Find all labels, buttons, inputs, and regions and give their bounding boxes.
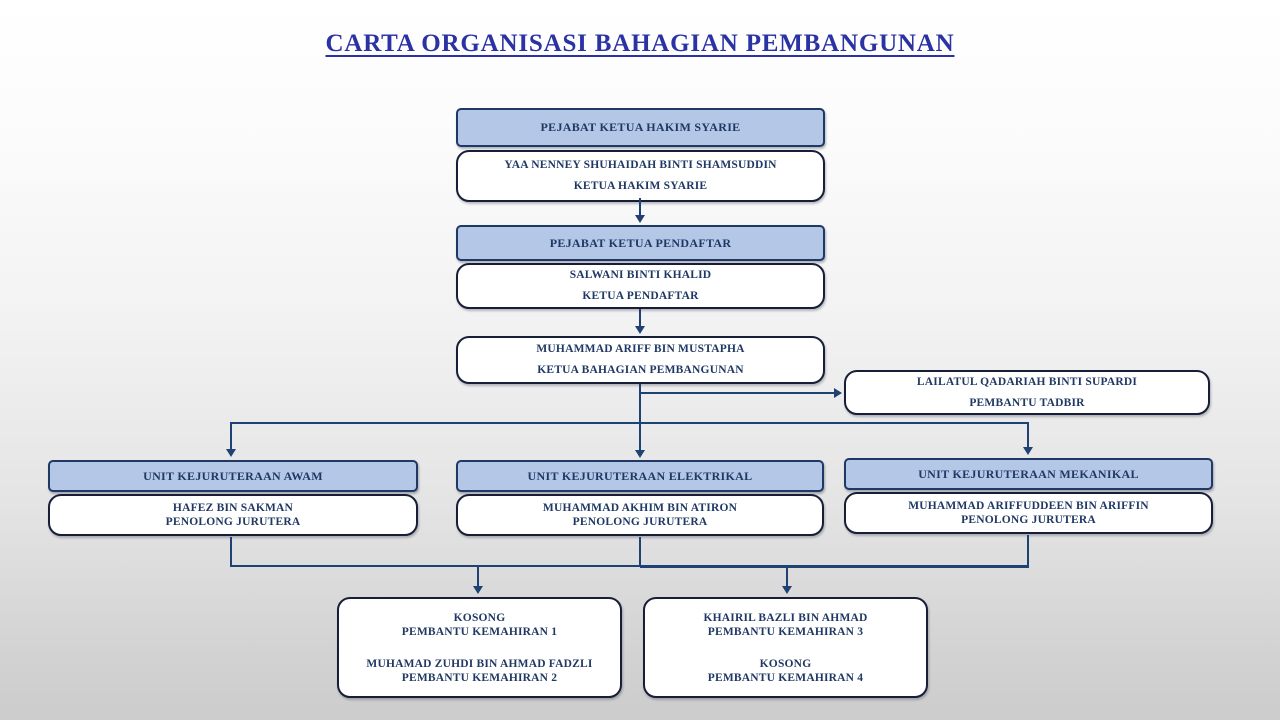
unit-header-awam — [48, 460, 418, 492]
unit-header-label: UNIT KEJURUTERAAN AWAM — [143, 468, 323, 483]
staff-box-kemahiran-1-2 — [337, 597, 622, 698]
officer-box-ketua-pendaftar — [456, 263, 825, 309]
arrowhead-down-icon — [473, 586, 483, 594]
connector-line — [639, 198, 641, 216]
officer-box-ketua-bahagian — [456, 336, 825, 384]
connector-line — [639, 537, 641, 567]
officer-name: LAILATUL QADARIAH BINTI SUPARDI — [916, 375, 1138, 388]
staff-role: PEMBANTU KEMAHIRAN 1 — [401, 625, 558, 638]
officer-name: SALWANI BINTI KHALID — [569, 269, 712, 281]
connector-line — [230, 422, 232, 450]
officer-name: MUHAMMAD ARIFFUDDEEN BIN ARIFFIN — [908, 499, 1149, 512]
staff-name: MUHAMAD ZUHDI BIN AHMAD FADZLI — [366, 657, 593, 670]
officer-name: YAA NENNEY SHUHAIDAH BINTI SHAMSUDDIN — [504, 159, 777, 171]
connector-line — [477, 565, 479, 587]
arrowhead-down-icon — [1023, 447, 1033, 455]
officer-box-ketua-hakim-syarie — [456, 150, 825, 202]
chart-title: CARTA ORGANISASI BAHAGIAN PEMBANGUNAN — [325, 30, 955, 57]
staff-name: KHAIRIL BAZLI BIN AHMAD — [703, 611, 868, 624]
officer-role: PENOLONG JURUTERA — [165, 516, 301, 528]
officer-role: KETUA BAHAGIAN PEMBANGUNAN — [537, 364, 744, 376]
officer-box-pembantu-tadbir — [844, 370, 1210, 415]
office-header-ketua-hakim-syarie — [456, 108, 825, 147]
connector-line — [640, 565, 1029, 568]
unit-header-label: UNIT KEJURUTERAAN MEKANIKAL — [918, 466, 1139, 481]
arrowhead-right-icon — [834, 388, 842, 398]
office-header-ketua-pendaftar — [456, 225, 825, 261]
unit-header-label: UNIT KEJURUTERAAN ELEKTRIKAL — [527, 468, 753, 483]
officer-name: HAFEZ BIN SAKMAN — [172, 501, 294, 514]
connector-line — [231, 422, 1029, 424]
office-header-label: PEJABAT KETUA HAKIM SYARIE — [540, 120, 741, 134]
officer-role: KETUA HAKIM SYARIE — [573, 180, 708, 192]
officer-name: MUHAMMAD ARIFF BIN MUSTAPHA — [536, 343, 745, 355]
connector-line — [640, 392, 835, 394]
arrowhead-down-icon — [635, 326, 645, 334]
connector-line — [639, 384, 641, 451]
staff-role: PEMBANTU KEMAHIRAN 3 — [707, 625, 864, 638]
staff-role: PEMBANTU KEMAHIRAN 2 — [401, 671, 558, 684]
connector-line — [1027, 422, 1029, 448]
connector-line — [639, 309, 641, 326]
staff-box-kemahiran-3-4 — [643, 597, 928, 698]
officer-box-unit-awam — [48, 494, 418, 536]
connector-line — [786, 565, 788, 587]
officer-role: PENOLONG JURUTERA — [572, 516, 708, 528]
unit-header-elektrikal — [456, 460, 824, 492]
staff-role: PEMBANTU KEMAHIRAN 4 — [707, 671, 864, 684]
connector-line — [230, 537, 232, 567]
officer-box-unit-mekanikal — [844, 492, 1213, 534]
officer-role: KETUA PENDAFTAR — [582, 290, 699, 302]
connector-line — [1027, 535, 1029, 567]
staff-name: KOSONG — [759, 657, 812, 670]
officer-role: PENOLONG JURUTERA — [961, 514, 1096, 526]
office-header-label: PEJABAT KETUA PENDAFTAR — [549, 235, 732, 250]
staff-name: KOSONG — [453, 611, 506, 624]
arrowhead-down-icon — [635, 215, 645, 223]
connector-line — [230, 565, 640, 567]
arrowhead-down-icon — [226, 449, 236, 457]
arrowhead-down-icon — [635, 450, 645, 458]
unit-header-mekanikal — [844, 458, 1213, 490]
arrowhead-down-icon — [782, 586, 792, 594]
officer-name: MUHAMMAD AKHIM BIN ATIRON — [542, 501, 738, 514]
officer-role: PEMBANTU TADBIR — [969, 396, 1085, 409]
officer-box-unit-elektrikal — [456, 494, 824, 536]
